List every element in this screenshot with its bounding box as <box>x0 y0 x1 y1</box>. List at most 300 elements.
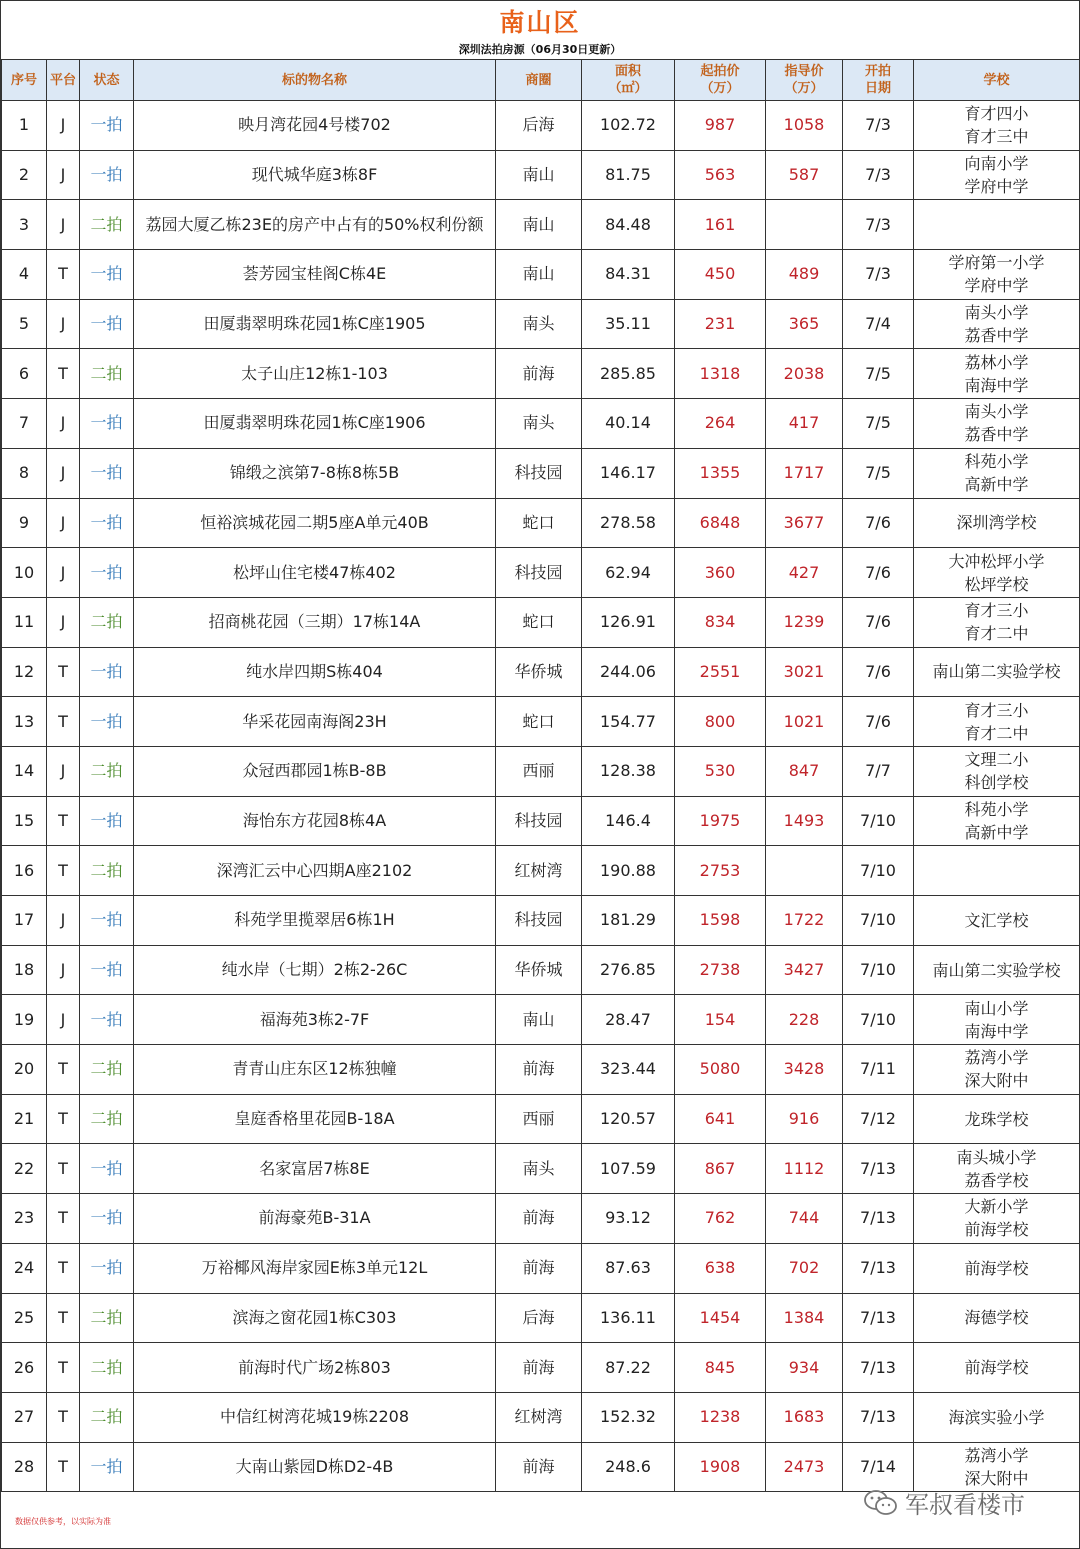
cell-platform: J <box>47 101 80 151</box>
school-name: 科苑小学 <box>964 452 1029 472</box>
cell-size: 62.94 <box>582 548 675 598</box>
cell-status: 一拍 <box>80 498 134 548</box>
school-name: 深大附中 <box>964 1468 1029 1488</box>
cell-no: 2 <box>2 150 47 200</box>
watermark-text: 军叔看楼市 <box>905 1491 1025 1519</box>
cell-area: 前海 <box>496 349 582 399</box>
cell-platform: T <box>47 1144 80 1194</box>
cell-status: 一拍 <box>80 896 134 946</box>
cell-no: 4 <box>2 250 47 300</box>
cell-size: 87.22 <box>582 1343 675 1393</box>
cell-no: 5 <box>2 299 47 349</box>
page-title: 南山区 <box>499 8 581 37</box>
cell-status: 一拍 <box>80 299 134 349</box>
cell-date: 7/6 <box>843 498 914 548</box>
cell-area: 西丽 <box>496 746 582 796</box>
cell-status: 二拍 <box>80 597 134 647</box>
cell-guide-price <box>766 846 843 896</box>
table-row <box>2 647 1080 697</box>
cell-area: 科技园 <box>496 548 582 598</box>
cell-date: 7/6 <box>843 548 914 598</box>
cell-platform: T <box>47 1194 80 1244</box>
cell-platform: J <box>47 945 80 995</box>
cell-platform: T <box>47 1392 80 1442</box>
table-row <box>2 448 1080 498</box>
school-name: 向南小学 <box>964 154 1029 174</box>
cell-guide-price: 427 <box>766 548 843 598</box>
school-name: 南头城小学 <box>956 1147 1037 1167</box>
cell-date: 7/6 <box>843 597 914 647</box>
table-row <box>2 796 1080 846</box>
cell-start-price: 1908 <box>675 1442 766 1492</box>
cell-size: 285.85 <box>582 349 675 399</box>
school-name: 育才二中 <box>964 723 1029 743</box>
cell-platform: T <box>47 846 80 896</box>
cell-area: 科技园 <box>496 448 582 498</box>
cell-size: 102.72 <box>582 101 675 151</box>
table-row <box>2 349 1080 399</box>
school-name: 科苑小学 <box>964 799 1029 819</box>
header-guide-price <box>766 60 843 101</box>
school-name: 深圳湾学校 <box>956 513 1037 533</box>
cell-platform: T <box>47 250 80 300</box>
school-name: 南头小学 <box>964 402 1029 422</box>
cell-area: 南头 <box>496 299 582 349</box>
cell-school <box>914 697 1080 747</box>
header-label: （万） <box>700 81 740 96</box>
cell-school <box>914 548 1080 598</box>
cell-date: 7/3 <box>843 101 914 151</box>
cell-no: 9 <box>2 498 47 548</box>
table-row <box>2 746 1080 796</box>
cell-school <box>914 1045 1080 1095</box>
school-name: 育才三中 <box>964 127 1029 147</box>
cell-status: 二拍 <box>80 200 134 250</box>
cell-date: 7/10 <box>843 846 914 896</box>
cell-guide-price: 744 <box>766 1194 843 1244</box>
cell-area: 西丽 <box>496 1094 582 1144</box>
cell-start-price: 530 <box>675 746 766 796</box>
cell-school <box>914 1144 1080 1194</box>
cell-status: 二拍 <box>80 1392 134 1442</box>
cell-name: 田厦翡翠明珠花园1栋C座1906 <box>134 399 496 449</box>
header-date <box>843 60 914 101</box>
table-header-row <box>2 60 1080 101</box>
cell-name: 荟芳园宝桂阁C栋4E <box>134 250 496 300</box>
cell-platform: T <box>47 1045 80 1095</box>
table-row <box>2 846 1080 896</box>
cell-size: 93.12 <box>582 1194 675 1244</box>
header-label: 序号 <box>10 72 37 88</box>
school-name: 南海中学 <box>964 1021 1029 1041</box>
cell-status: 一拍 <box>80 1442 134 1492</box>
cell-start-price: 762 <box>675 1194 766 1244</box>
header-label: 状态 <box>93 72 120 88</box>
cell-size: 126.91 <box>582 597 675 647</box>
cell-area: 后海 <box>496 1293 582 1343</box>
cell-school <box>914 448 1080 498</box>
cell-no: 26 <box>2 1343 47 1393</box>
cell-area: 科技园 <box>496 796 582 846</box>
cell-name: 皇庭香格里花园B-18A <box>134 1094 496 1144</box>
cell-platform: J <box>47 150 80 200</box>
cell-no: 1 <box>2 101 47 151</box>
cell-school <box>914 101 1080 151</box>
cell-date: 7/5 <box>843 399 914 449</box>
cell-guide-price: 489 <box>766 250 843 300</box>
cell-name: 中信红树湾花城19栋2208 <box>134 1392 496 1442</box>
cell-date: 7/3 <box>843 150 914 200</box>
cell-size: 154.77 <box>582 697 675 747</box>
cell-no: 12 <box>2 647 47 697</box>
cell-status: 一拍 <box>80 1194 134 1244</box>
cell-no: 11 <box>2 597 47 647</box>
cell-guide-price: 1239 <box>766 597 843 647</box>
cell-school <box>914 1392 1080 1442</box>
school-name: 海德学校 <box>964 1308 1029 1328</box>
cell-platform: J <box>47 299 80 349</box>
cell-guide-price: 1112 <box>766 1144 843 1194</box>
cell-date: 7/10 <box>843 945 914 995</box>
cell-start-price: 264 <box>675 399 766 449</box>
cell-start-price: 161 <box>675 200 766 250</box>
cell-platform: J <box>47 548 80 598</box>
cell-no: 17 <box>2 896 47 946</box>
table-row <box>2 498 1080 548</box>
cell-no: 24 <box>2 1243 47 1293</box>
header-label: 标的物名称 <box>281 72 347 88</box>
cell-platform: J <box>47 498 80 548</box>
cell-school <box>914 200 1080 250</box>
cell-status: 一拍 <box>80 399 134 449</box>
cell-name: 青青山庄东区12栋独幢 <box>134 1045 496 1095</box>
cell-start-price: 1238 <box>675 1392 766 1442</box>
table-row <box>2 1045 1080 1095</box>
cell-platform: J <box>47 995 80 1045</box>
cell-status: 一拍 <box>80 150 134 200</box>
cell-guide-price <box>766 200 843 250</box>
cell-school <box>914 498 1080 548</box>
cell-guide-price: 1021 <box>766 697 843 747</box>
cell-start-price: 1454 <box>675 1293 766 1343</box>
cell-start-price: 867 <box>675 1144 766 1194</box>
cell-start-price: 800 <box>675 697 766 747</box>
cell-guide-price: 228 <box>766 995 843 1045</box>
table-row <box>2 548 1080 598</box>
school-name: 育才四小 <box>964 104 1029 124</box>
cell-school <box>914 945 1080 995</box>
cell-guide-price: 1722 <box>766 896 843 946</box>
cell-date: 7/13 <box>843 1293 914 1343</box>
cell-no: 16 <box>2 846 47 896</box>
cell-status: 一拍 <box>80 647 134 697</box>
cell-date: 7/13 <box>843 1343 914 1393</box>
cell-area: 南山 <box>496 995 582 1045</box>
cell-no: 14 <box>2 746 47 796</box>
cell-date: 7/13 <box>843 1144 914 1194</box>
cell-status: 一拍 <box>80 945 134 995</box>
cell-status: 二拍 <box>80 1343 134 1393</box>
cell-name: 招商桃花园（三期）17栋14A <box>134 597 496 647</box>
cell-status: 一拍 <box>80 697 134 747</box>
cell-no: 21 <box>2 1094 47 1144</box>
cell-name: 锦缎之滨第7-8栋8栋5B <box>134 448 496 498</box>
cell-school <box>914 995 1080 1045</box>
cell-guide-price: 587 <box>766 150 843 200</box>
header-label: 指导价 <box>784 64 824 79</box>
cell-date: 7/11 <box>843 1045 914 1095</box>
header-size <box>582 60 675 101</box>
cell-guide-price: 3021 <box>766 647 843 697</box>
school-name: 海滨实验小学 <box>948 1407 1045 1427</box>
page-subtitle: 深圳法拍房源（06月30日更新） <box>458 43 622 56</box>
school-name: 松坪学校 <box>964 574 1029 594</box>
cell-date: 7/3 <box>843 250 914 300</box>
cell-school <box>914 399 1080 449</box>
cell-name: 纯水岸（七期）2栋2-26C <box>134 945 496 995</box>
school-name: 前海学校 <box>964 1220 1029 1240</box>
school-name: 前海学校 <box>964 1258 1029 1278</box>
cell-start-price: 231 <box>675 299 766 349</box>
cell-area: 红树湾 <box>496 846 582 896</box>
table-row <box>2 1194 1080 1244</box>
school-name: 科创学校 <box>964 773 1029 793</box>
cell-school <box>914 150 1080 200</box>
cell-platform: T <box>47 1293 80 1343</box>
school-name: 高新中学 <box>964 475 1029 495</box>
header-label: 起拍价 <box>700 64 740 79</box>
cell-no: 3 <box>2 200 47 250</box>
cell-status: 一拍 <box>80 250 134 300</box>
cell-platform: T <box>47 349 80 399</box>
cell-area: 前海 <box>496 1045 582 1095</box>
school-name: 南头小学 <box>964 303 1029 323</box>
cell-size: 84.48 <box>582 200 675 250</box>
cell-area: 蛇口 <box>496 697 582 747</box>
cell-platform: J <box>47 399 80 449</box>
header-status <box>80 60 134 101</box>
cell-size: 28.47 <box>582 995 675 1045</box>
cell-area: 红树湾 <box>496 1392 582 1442</box>
cell-date: 7/5 <box>843 448 914 498</box>
cell-size: 146.4 <box>582 796 675 846</box>
cell-school <box>914 250 1080 300</box>
school-name: 育才三小 <box>964 601 1029 621</box>
cell-size: 146.17 <box>582 448 675 498</box>
cell-platform: J <box>47 448 80 498</box>
cell-date: 7/10 <box>843 995 914 1045</box>
cell-start-price: 641 <box>675 1094 766 1144</box>
cell-school <box>914 846 1080 896</box>
watermark <box>863 1485 1025 1520</box>
header-label: （万） <box>784 81 824 96</box>
cell-start-price: 6848 <box>675 498 766 548</box>
header-platform <box>47 60 80 101</box>
cell-status: 二拍 <box>80 1094 134 1144</box>
table-row <box>2 896 1080 946</box>
table-row <box>2 1392 1080 1442</box>
cell-status: 一拍 <box>80 548 134 598</box>
cell-school <box>914 1194 1080 1244</box>
school-name: 高新中学 <box>964 822 1029 842</box>
cell-name: 万裕椰风海岸家园E栋3单元12L <box>134 1243 496 1293</box>
cell-school <box>914 1343 1080 1393</box>
school-name: 荔香学校 <box>964 1170 1029 1190</box>
cell-name: 华采花园南海阁23H <box>134 697 496 747</box>
header-label: 开拍 <box>864 64 891 79</box>
cell-no: 18 <box>2 945 47 995</box>
table-body <box>2 101 1080 1492</box>
cell-status: 一拍 <box>80 1144 134 1194</box>
cell-guide-price: 1717 <box>766 448 843 498</box>
cell-size: 128.38 <box>582 746 675 796</box>
cell-guide-price: 1384 <box>766 1293 843 1343</box>
school-name: 学府中学 <box>964 276 1029 296</box>
cell-start-price: 845 <box>675 1343 766 1393</box>
cell-name: 纯水岸四期S栋404 <box>134 647 496 697</box>
cell-school <box>914 1094 1080 1144</box>
cell-size: 35.11 <box>582 299 675 349</box>
cell-platform: J <box>47 200 80 250</box>
cell-school <box>914 597 1080 647</box>
cell-area: 科技园 <box>496 896 582 946</box>
cell-platform: T <box>47 647 80 697</box>
cell-area: 南山 <box>496 200 582 250</box>
cell-status: 一拍 <box>80 796 134 846</box>
cell-start-price: 1318 <box>675 349 766 399</box>
school-name: 大冲松坪小学 <box>948 551 1045 571</box>
cell-guide-price: 417 <box>766 399 843 449</box>
cell-platform: T <box>47 1442 80 1492</box>
cell-start-price: 2551 <box>675 647 766 697</box>
cell-guide-price: 2473 <box>766 1442 843 1492</box>
cell-school <box>914 896 1080 946</box>
cell-no: 27 <box>2 1392 47 1442</box>
cell-platform: T <box>47 1343 80 1393</box>
cell-no: 25 <box>2 1293 47 1343</box>
school-name: 荔香中学 <box>964 326 1029 346</box>
cell-area: 前海 <box>496 1243 582 1293</box>
cell-start-price: 638 <box>675 1243 766 1293</box>
table-row <box>2 1343 1080 1393</box>
cell-area: 蛇口 <box>496 498 582 548</box>
cell-guide-price: 1058 <box>766 101 843 151</box>
header-label: 学校 <box>983 72 1010 88</box>
cell-guide-price: 934 <box>766 1343 843 1393</box>
cell-guide-price: 1683 <box>766 1392 843 1442</box>
cell-size: 190.88 <box>582 846 675 896</box>
cell-area: 南山 <box>496 250 582 300</box>
table-row <box>2 250 1080 300</box>
school-name: 育才二中 <box>964 624 1029 644</box>
table-row <box>2 150 1080 200</box>
cell-school <box>914 1293 1080 1343</box>
cell-date: 7/10 <box>843 896 914 946</box>
header-label: 面积 <box>614 64 641 79</box>
cell-area: 后海 <box>496 101 582 151</box>
cell-area: 南山 <box>496 150 582 200</box>
cell-guide-price: 3427 <box>766 945 843 995</box>
cell-status: 二拍 <box>80 1293 134 1343</box>
cell-date: 7/13 <box>843 1392 914 1442</box>
cell-name: 前海豪苑B-31A <box>134 1194 496 1244</box>
table-row <box>2 945 1080 995</box>
cell-start-price: 360 <box>675 548 766 598</box>
cell-area: 前海 <box>496 1194 582 1244</box>
cell-no: 22 <box>2 1144 47 1194</box>
cell-size: 278.58 <box>582 498 675 548</box>
cell-start-price: 563 <box>675 150 766 200</box>
table-row <box>2 597 1080 647</box>
cell-date: 7/3 <box>843 200 914 250</box>
cell-name: 福海苑3栋2-7F <box>134 995 496 1045</box>
cell-date: 7/14 <box>843 1442 914 1492</box>
cell-size: 107.59 <box>582 1144 675 1194</box>
cell-size: 81.75 <box>582 150 675 200</box>
cell-name: 松坪山住宅楼47栋402 <box>134 548 496 598</box>
cell-name: 滨海之窗花园1栋C303 <box>134 1293 496 1343</box>
cell-no: 28 <box>2 1442 47 1492</box>
table-row <box>2 1243 1080 1293</box>
table-row <box>2 1293 1080 1343</box>
cell-status: 二拍 <box>80 349 134 399</box>
school-name: 前海学校 <box>964 1358 1029 1378</box>
cell-platform: J <box>47 896 80 946</box>
header-label: 平台 <box>49 72 76 88</box>
cell-school <box>914 1243 1080 1293</box>
cell-guide-price: 1493 <box>766 796 843 846</box>
cell-platform: T <box>47 1243 80 1293</box>
cell-date: 7/6 <box>843 647 914 697</box>
cell-size: 120.57 <box>582 1094 675 1144</box>
cell-name: 科苑学里揽翠居6栋1H <box>134 896 496 946</box>
cell-no: 23 <box>2 1194 47 1244</box>
cell-size: 323.44 <box>582 1045 675 1095</box>
cell-size: 136.11 <box>582 1293 675 1343</box>
header-label: 日期 <box>864 81 891 96</box>
cell-name: 大南山紫园D栋D2-4B <box>134 1442 496 1492</box>
cell-status: 一拍 <box>80 101 134 151</box>
cell-no: 20 <box>2 1045 47 1095</box>
cell-date: 7/4 <box>843 299 914 349</box>
school-name: 学府中学 <box>964 177 1029 197</box>
school-name: 文理二小 <box>964 750 1029 770</box>
cell-area: 蛇口 <box>496 597 582 647</box>
cell-guide-price: 2038 <box>766 349 843 399</box>
cell-start-price: 987 <box>675 101 766 151</box>
cell-start-price: 2738 <box>675 945 766 995</box>
listing-table <box>1 59 1080 1492</box>
cell-no: 10 <box>2 548 47 598</box>
cell-name: 名家富居7栋8E <box>134 1144 496 1194</box>
cell-platform: T <box>47 796 80 846</box>
cell-status: 二拍 <box>80 846 134 896</box>
cell-start-price: 450 <box>675 250 766 300</box>
cell-start-price: 1598 <box>675 896 766 946</box>
cell-guide-price: 365 <box>766 299 843 349</box>
header-school <box>914 60 1080 101</box>
table-row <box>2 200 1080 250</box>
cell-guide-price: 847 <box>766 746 843 796</box>
cell-status: 二拍 <box>80 1045 134 1095</box>
cell-name: 恒裕滨城花园二期5座A单元40B <box>134 498 496 548</box>
cell-name: 荔园大厦乙栋23E的房产中占有的50%权利份额 <box>134 200 496 250</box>
cell-area: 南头 <box>496 1144 582 1194</box>
cell-start-price: 1355 <box>675 448 766 498</box>
header-start-price <box>675 60 766 101</box>
cell-no: 7 <box>2 399 47 449</box>
cell-start-price: 154 <box>675 995 766 1045</box>
